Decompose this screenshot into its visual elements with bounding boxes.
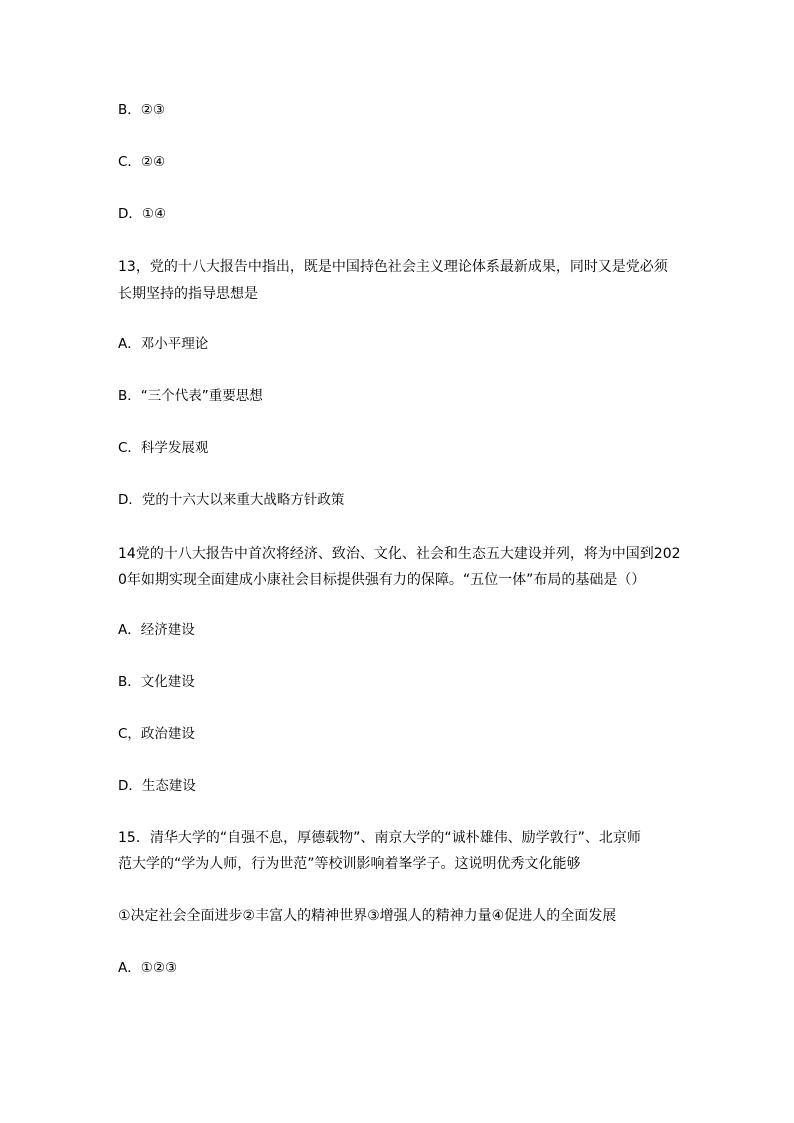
q15-stem-line-2: 范大学的“学为人师，行为世范”等校训影响着峯学子。这说明优秀文化能够 [118,856,581,872]
q14-stem-line-1: 14党的十八大报告中首次将经济、致治、文化、社会和生态五大建设并列，将为中国到202 [118,546,681,562]
q12-option-d: D．①④ [118,206,167,222]
q14-option-d: D．生态建设 [118,778,196,794]
q15-option-a: A．①②③ [118,960,178,976]
q14-option-a: A．经济建设 [118,622,195,638]
q14-stem-line-2: 0年如期实现全面建成小康社会目标提供强有力的保障。“五位一体”布局的基础是（） [118,572,646,588]
q13-option-b: B．“三个代表”重要思想 [118,388,263,404]
q12-option-c: C．②④ [118,154,166,170]
q12-option-b: B．②③ [118,102,165,118]
q14-option-b: B．文化建设 [118,674,195,690]
q15-stem-line-1: 15．清华大学的“自强不息，厚德载物”、南京大学的“诚朴雄伟、励学敦行”、北京师 [118,830,641,846]
q13-option-d: D．党的十六大以来重大战略方针政策 [118,492,345,508]
q13-stem-line-2: 长期坚持的指导思想是 [118,286,258,302]
q13-option-a: A．邓小平理论 [118,336,209,352]
q13-stem-line-1: 13，党的十八大报告中指出，既是中国持色社会主义理论体系最新成果，同时又是党必须 [118,259,668,275]
q15-statements: ①决定社会全面进步②丰富人的精神世界③增强人的精神力量④促进人的全面发展 [118,908,617,924]
q14-option-c: C，政治建设 [118,726,195,742]
q13-option-c: C．科学发展观 [118,440,209,456]
